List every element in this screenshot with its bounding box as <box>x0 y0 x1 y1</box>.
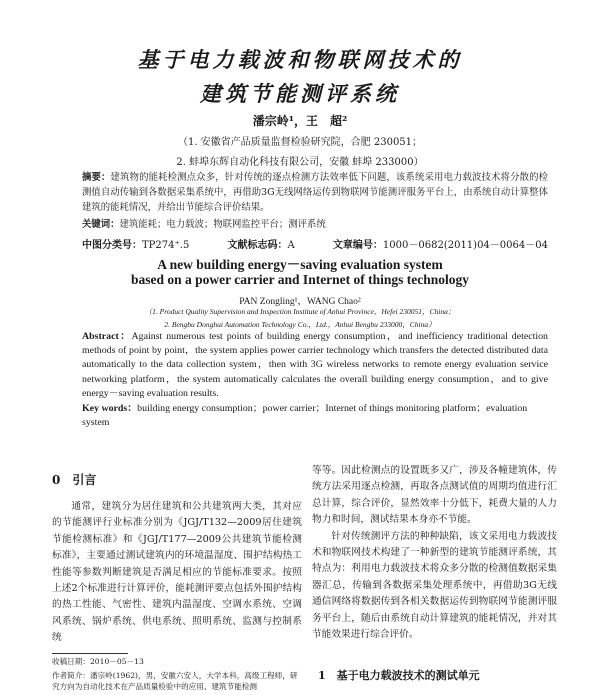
footnote-author-bio: 作者简介：潘宗岭(1962)，男，安徽六安人，大学本科，高级工程师，研究方向为自动化技术在产品质量检验中的应用、建筑节能检测 <box>52 671 298 691</box>
body-text-left: 通常，建筑分为居住建筑和公共建筑两大类，其对应的节能测评行业标准分别为《JGJ/T132—2009居住建筑节能检测标准》和《JGJ/T177—2009公共建筑节能检测标准》，主要通过测试建筑内的环境温湿度、围护结构热工性能等参数判断建筑是否满足相应的节能标准要求。按照上述2个标准进行计算评价，能耗测评要点包括外围护结构的热工性能、气密性、建筑内温湿度、空调水系统、空调风系统、锅炉系统、供电系统、照明系统、监测与控制系统 <box>52 501 302 644</box>
affiliation-en-2: 2. Bengbu Donghui Automation Technology Co.，Ltd.，Anhui Bengbu 233000，China） <box>164 320 436 329</box>
abstract-cn-text: 建筑物的能耗检测点众多，针对传统的逐点检测方法效率低下问题，该系统采用电力载波技术将分散的检测值自动传输到各数据采集系统中，再借助3G无线网络运传到物联网节能测评服务平台上，由系统自动计算整体建筑的能耗情况，并给出节能综合评价结果。 <box>82 172 548 214</box>
affiliation-en-1: （1. Product Quality Supervision and Inspection Institute of Anhui Province，Hefei 230051，China； <box>144 307 456 316</box>
keywords-cn-text: 建筑能耗；电力载波；物联网监控平台；测评系统 <box>119 219 326 230</box>
authors-en: PAN Zongling¹，WANG Chao² <box>239 297 361 307</box>
keywords-en-label: Key words： <box>82 403 138 414</box>
keywords-cn-label: 关键词： <box>82 219 120 230</box>
body-paragraph: 等等。因此检测点的设置既多又广，涉及各幢建筑体，传统方法采用逐点检测，再取各点测试值的周期均值进行汇总计算，综合评价，显然效率十分低下，耗费大量的人力物力和时间，测试结果本身亦不节能。 <box>312 465 557 526</box>
abstract-en <box>82 330 548 401</box>
section-heading-introduction: 0 引言 <box>52 473 97 487</box>
section-heading-1: 1 基于电力载波技术的测试单元 <box>318 669 480 682</box>
abstract-en-label: Abstract： <box>82 331 132 342</box>
affiliation-cn-1: （1. 安徽省产品质量监督检验研究院，合肥 230051； <box>177 137 423 148</box>
abstract-en-text: Against numerous test points of building energy consumption，and inefficiency traditional detection methods of point by point，the system applies power carrier technology which transfers the detected distributed data automatically to the data collection system，then with 3G wireless networks to remote energy evaluation service networking platform，the system automatically calculates the overall building energy consumption，and to give energy－saving evaluation results. <box>82 331 548 399</box>
abstract-cn-label: 摘要： <box>82 172 111 183</box>
abstract-cn <box>82 170 548 216</box>
clc-number: 中图分类号：TP274⁺.5 <box>82 240 190 251</box>
keywords-en-text: building energy consumption；power carrier；Internet of things monitoring platform；evaluation system <box>82 403 528 429</box>
body-paragraph: 针对传统测评方法的种种缺陷，该文采用电力载波技术和物联网技术构建了一种新型的建筑节能测评系统，其特点为：利用电力载波技术将众多分散的检测值数据采集器汇总，传输到各数据采集处理系统中，再借助3G无线通信网络将数据传到各相关数据运传到物联网节能测评服务平台上，随后由系统自动计算建筑的能耗情况，并对其节能效果进行综合评价。 <box>312 530 557 641</box>
title-en-line1: A new building energy－saving evaluation system <box>157 257 443 272</box>
title-cn-line1: 基于电力载波和物联网技术的 <box>137 47 463 72</box>
article-number: 文章编号：1000－0682(2011)04－0064－04 <box>332 240 548 251</box>
classification-line <box>82 236 548 251</box>
footnote-divider <box>52 653 128 654</box>
document-code: 文献标志码：A <box>227 240 295 251</box>
footnote-received: 收稿日期：2010－05－13 <box>52 657 144 666</box>
affiliation-cn-2: 2. 蚌埠东辉自动化科技有限公司，安徽 蚌埠 233000） <box>176 157 424 168</box>
body-text-right <box>312 463 557 643</box>
keywords-en <box>82 402 548 430</box>
keywords-cn <box>82 217 548 232</box>
authors-cn: 潘宗岭¹，王 超² <box>252 114 348 128</box>
title-en-line2: based on a power carrier and Internet of things technology <box>130 272 470 287</box>
title-cn-line2: 建筑节能测评系统 <box>200 81 400 106</box>
